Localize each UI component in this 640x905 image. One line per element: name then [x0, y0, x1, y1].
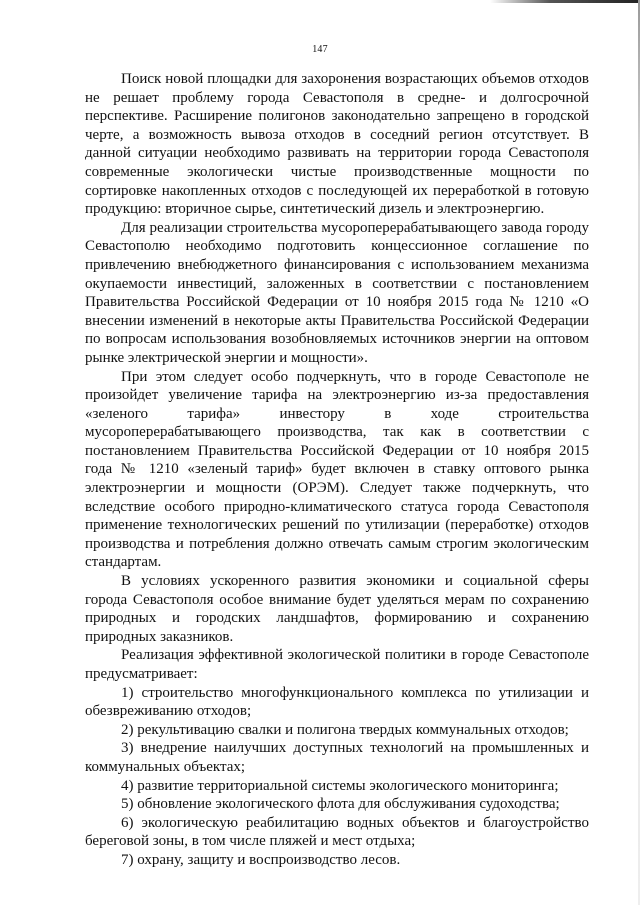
paragraph-green-tariff: При этом следует особо подчеркнуть, что в городе Севастополе не произойдет увеличение тарифа на электроэнергию из-за предоставления «зеленого тарифа» инвестору в ходе строительства мусороперерабатывающего производства, так как в соответствии с постановлением Правительства Российской Федерации от 10 ноября 2015 года № 1210 «зеленый тариф» будет включен в ставку оптового рынка электроэнергии и мощности (ОРЭМ). Следует также подчеркнуть, что вследствие особого природно-климатического статуса города Севастополя применение технологических решений по утилизации (переработке) отходов производства и потребления должно отвечать самым строгим экологическим стандартам. [85, 368, 589, 571]
list-item: 3) внедрение наилучших доступных технологий на промышленных и коммунальных объектах; [85, 740, 589, 775]
list-item: 6) экологическую реабилитацию водных объектов и благоустройство береговой зоны, в том числе пляжей и мест отдыха; [85, 814, 589, 850]
paragraph-waste-site: Поиск новой площадки для захоронения возрастающих объемов отходов не решает проблему города Севастополя в средне- и долгосрочной перспективе. Расширение полигонов законодательно запрещено в городской черте, а возможность вывоза отходов в соседний регион отсутствует. В данной ситуации необходимо развивать на территории города Севастополя современные экологически чистые производственные мощности по сортировке накопленных отходов с последующей их переработкой в готовую продукцию: вторичное сырье, синтетический дизель и электроэнергию. [85, 71, 589, 218]
paragraph-policy-intro: Реализация эффективной экологической политики в городе Севастополе предусматривает: [85, 647, 589, 682]
list-item: 1) строительство многофункционального комплекса по утилизации и обезвреживанию отходов; [85, 684, 589, 720]
list-item: 5) обновление экологического флота для обслуживания судоходства; [121, 796, 560, 813]
list-item: 2) рекультивацию свалки и полигона твердых коммунальных отходов; [121, 721, 569, 738]
list-item: 7) охрану, защиту и воспроизводство лесов. [121, 851, 401, 868]
paragraph-landscapes: В условиях ускоренного развития экономики и социальной сферы города Севастополя особое внимание будет уделяться мерам по сохранению природных и городских ландшафтов, формированию и сохранению природных заказников. [85, 573, 589, 645]
page-number: 147 [312, 44, 328, 55]
document-body [85, 70, 589, 870]
list-item: 4) развитие территориальной системы экологического мониторинга; [121, 777, 559, 794]
policy-list [85, 684, 589, 870]
paragraph-concession: Для реализации строительства мусороперерабатывающего завода городу Севастополю необходимо подготовить концессионное соглашение по привлечению внебюджетного финансирования с использованием механизма окупаемости инвестиций, заложенных в соответствии с постановлением Правительства Российской Федерации от 10 ноября 2015 года № 1210 «О внесении изменений в некоторые акты Правительства Российской Федерации по вопросам использования возобновляемых источников энергии на оптовом рынке электрической энергии и мощности». [85, 219, 589, 366]
scan-edge-top [490, 0, 640, 3]
